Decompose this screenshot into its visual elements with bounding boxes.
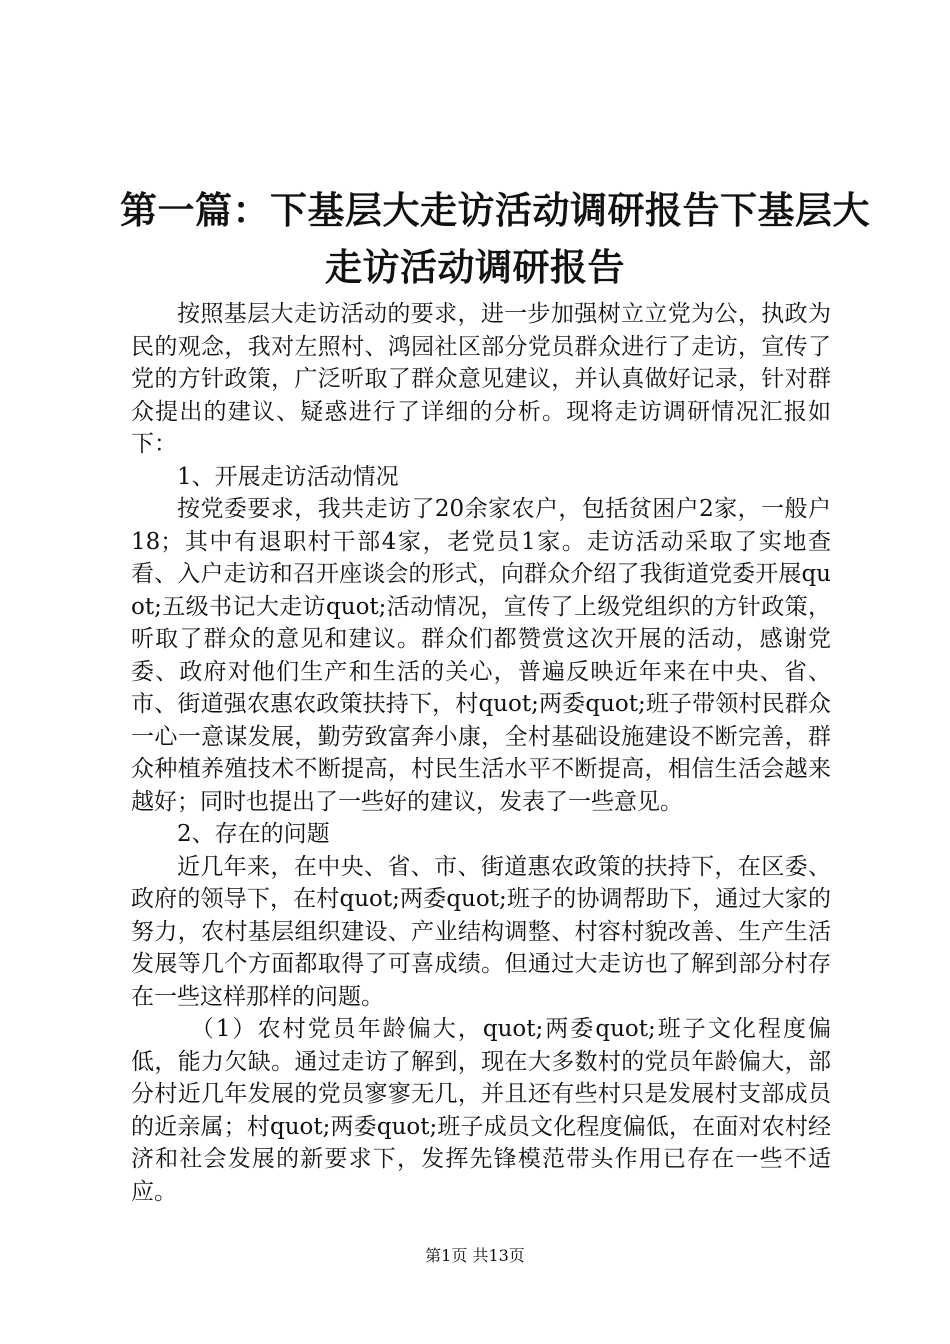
section-heading-2: 2、存在的问题 <box>177 821 330 847</box>
page-number-footer: 第1页 共13页 <box>425 1246 525 1265</box>
document-title-line-2: 走访活动调研报告 <box>325 245 625 289</box>
document-body <box>131 298 831 1208</box>
body-paragraph: 按党委要求，我共走访了20余家农户，包括贫困户2家，一般户18；其中有退职村干部4家，老党员1家。走访活动采取了实地查看、入户走访和召开座谈会的形式，向群众介绍了我街道党委开展quot;五级书记大走访quot;活动情况，宣传了上级党组织的方针政策，听取了群众的意见和建议。群众们都赞赏这次开展的活动，感谢党委、政府对他们生产和生活的关心，普遍反映近年来在中央、省、市、街道强农惠农政策扶持下，村quot;两委quot;班子带领村民群众一心一意谋发展，勤劳致富奔小康，全村基础设施建设不断完善，群众种植养殖技术不断提高，村民生活水平不断提高，相信生活会越来越好；同时也提出了一些好的建议，发表了一些意见。 <box>131 496 831 815</box>
intro-paragraph: 按照基层大走访活动的要求，进一步加强树立立党为公，执政为民的观念，我对左照村、鸿园社区部分党员群众进行了走访，宣传了党的方针政策，广泛听取了群众意见建议，并认真做好记录，针对群众提出的建议、疑惑进行了详细的分析。现将走访调研情况汇报如下： <box>131 301 831 457</box>
body-paragraph: 近几年来，在中央、省、市、街道惠农政策的扶持下，在区委、政府的领导下，在村quot;两委quot;班子的协调帮助下，通过大家的努力，农村基层组织建设、产业结构调整、村容村貌改善、生产生活发展等几个方面都取得了可喜成绩。但通过大走访也了解到部分村存在一些这样那样的问题。 <box>131 853 831 1010</box>
section-heading-1: 1、开展走访活动情况 <box>177 463 399 490</box>
document-title-line-1: 第一篇：下基层大走访活动调研报告下基层大 <box>120 188 870 232</box>
subsection-paragraph: （1）农村党员年龄偏大，quot;两委quot;班子文化程度偏低，能力欠缺。通过走访了解到，现在大多数村的党员年龄偏大，部分村近几年发展的党员寥寥无几，并且还有些村只是发展村支部成员的近亲属；村quot;两委quot;班子成员文化程度偏低，在面对农村经济和社会发展的新要求下，发挥先锋模范带头作用已存在一些不适应。 <box>131 1016 831 1205</box>
